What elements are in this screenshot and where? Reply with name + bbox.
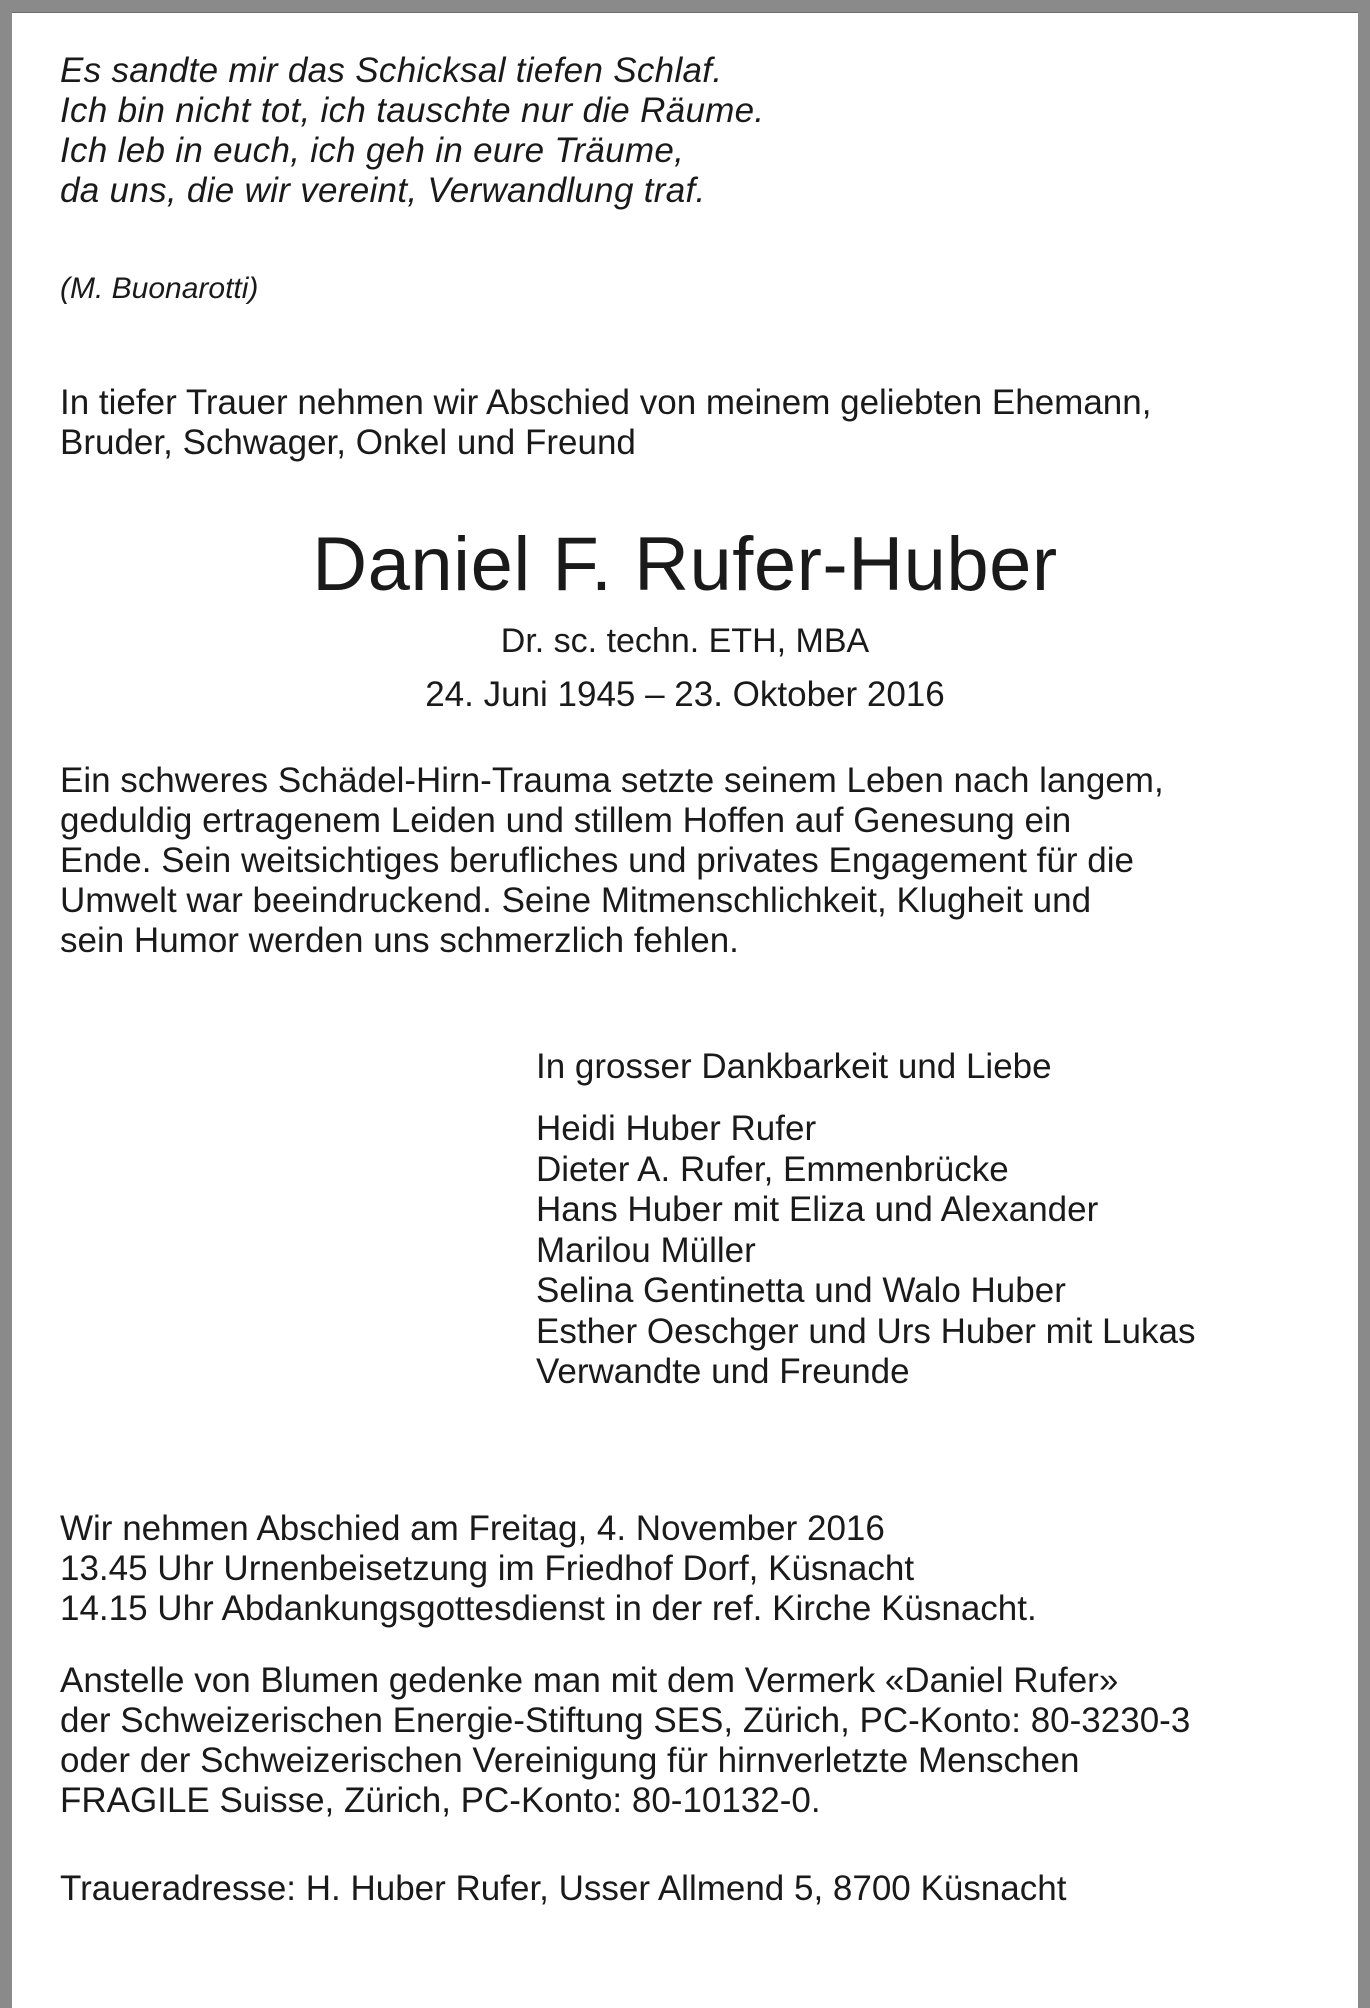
poem-line: Es sandte mir das Schicksal tiefen Schlaf. <box>60 51 723 90</box>
ceremony-line: 14.15 Uhr Abdankungsgottesdienst in der ref. Kirche Küsnacht. <box>60 1589 1037 1628</box>
poem-line: Ich leb in euch, ich geh in eure Träume, <box>60 131 685 170</box>
ceremony-line: Wir nehmen Abschied am Freitag, 4. November 2016 <box>60 1509 885 1548</box>
tribute-line: geduldig ertragenem Leiden und stillem Hoffen auf Genesung ein <box>60 801 1072 840</box>
mourning-address: Traueradresse: H. Huber Rufer, Usser Allmend 5, 8700 Küsnacht <box>60 1869 1067 1908</box>
intro-text <box>60 383 1310 463</box>
poem-line: da uns, die wir vereint, Verwandlung traf. <box>60 171 706 210</box>
donation-line: oder der Schweizerischen Vereinigung für hirnverletzte Menschen <box>60 1741 1080 1780</box>
ceremony-line: 13.45 Uhr Urnenbeisetzung im Friedhof Dorf, Küsnacht <box>60 1549 915 1588</box>
donation-line: der Schweizerischen Energie-Stiftung SES, Zürich, PC-Konto: 80-3230-3 <box>60 1701 1191 1740</box>
tribute-line: sein Humor werden uns schmerzlich fehlen. <box>60 921 739 960</box>
poem <box>60 51 1310 211</box>
mourner-name: Heidi Huber Rufer <box>536 1109 817 1148</box>
ceremony-details <box>60 1509 1310 1629</box>
deceased-name: Daniel F. Rufer-Huber <box>312 522 1058 607</box>
life-dates: 24. Juni 1945 – 23. Oktober 2016 <box>425 675 945 714</box>
mourners-heading: In grosser Dankbarkeit und Liebe <box>536 1047 1052 1086</box>
donation-line: Anstelle von Blumen gedenke man mit dem Vermerk «Daniel Rufer» <box>60 1661 1119 1700</box>
donation-line: FRAGILE Suisse, Zürich, PC-Konto: 80-10132-0. <box>60 1781 821 1820</box>
obituary-notice <box>12 12 1358 2008</box>
intro-line: In tiefer Trauer nehmen wir Abschied von meinem geliebten Ehemann, <box>60 383 1152 422</box>
intro-line: Bruder, Schwager, Onkel und Freund <box>60 423 636 462</box>
poem-attribution: (M. Buonarotti) <box>60 272 259 305</box>
tribute-paragraph <box>60 761 1310 961</box>
mourner-name: Esther Oeschger und Urs Huber mit Lukas <box>536 1311 1196 1351</box>
tribute-line: Ende. Sein weitsichtiges berufliches und privates Engagement für die <box>60 841 1134 880</box>
mourner-name: Dieter A. Rufer, Emmenbrücke <box>536 1149 1009 1189</box>
mourner-name: Marilou Müller <box>536 1230 756 1270</box>
mourner-name: Hans Huber mit Eliza und Alexander <box>536 1190 1099 1229</box>
mourner-name: Selina Gentinetta und Walo Huber <box>536 1271 1066 1310</box>
mourner-name: Verwandte und Freunde <box>536 1352 910 1391</box>
poem-line: Ich bin nicht tot, ich tauschte nur die Räume. <box>60 91 765 130</box>
deceased-title: Dr. sc. techn. ETH, MBA <box>500 622 870 660</box>
donation-info <box>60 1661 1310 1821</box>
mourners-list <box>536 1109 1318 1393</box>
tribute-line: Umwelt war beeindruckend. Seine Mitmenschlichkeit, Klugheit und <box>60 881 1092 920</box>
tribute-line: Ein schweres Schädel-Hirn-Trauma setzte seinem Leben nach langem, <box>60 761 1164 800</box>
